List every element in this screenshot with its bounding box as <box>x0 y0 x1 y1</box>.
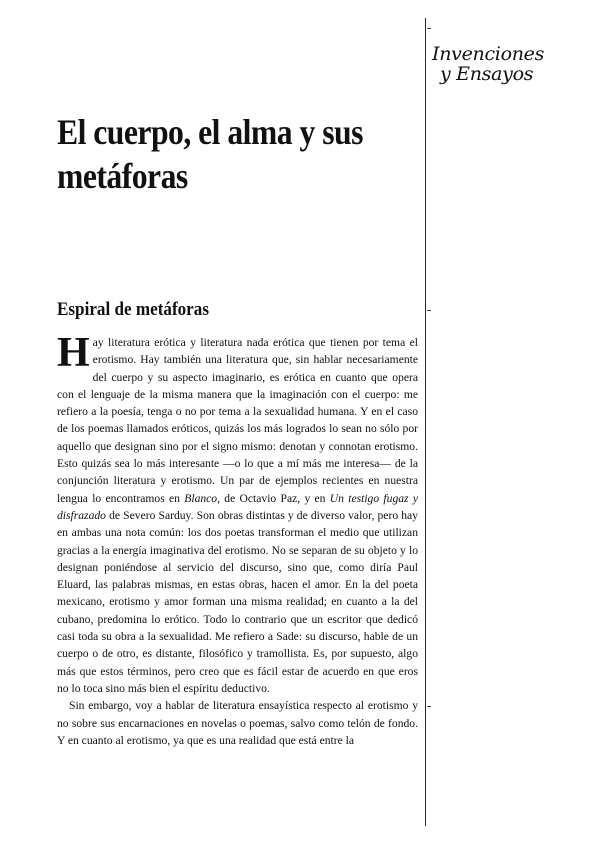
paragraph-1 <box>57 330 418 697</box>
paragraph-1-text: ay literatura erótica y literatura nada erótica que tienen por tema el erotismo. Hay también una literatura que, sin hablar necesariamente del cuerpo y su aspecto imaginario, es erótica en cuanto que opera con el lenguaje de la misma manera que la imaginación con el cuerpo: me refiero a la poesía, tenga o no por tema a la sexualidad humana. Y en el caso de los poemas llamados eróticos, quizás los más logrados lo sean no sólo por aquello que designan sino por el signo mismo: denotan y connotan erotismo. Esto quizás sea lo más interesante —o lo que a mí más me interesa— de la conjunción literatura y erotismo. Un par de ejemplos recientes en nuestra lengua lo encontramos en <box>57 336 418 505</box>
section-logo <box>432 44 562 84</box>
margin-tick <box>427 706 431 707</box>
book-title-blanco: Blanco <box>184 491 218 505</box>
section-logo-line1: Invenciones <box>432 43 545 65</box>
margin-tick <box>427 310 431 311</box>
drop-cap: H <box>57 330 90 376</box>
section-heading: Espiral de metáforas <box>57 299 209 320</box>
section-logo-line2: y Ensayos <box>440 63 534 85</box>
article-body <box>57 330 418 749</box>
margin-tick <box>427 28 431 29</box>
margin-rule <box>425 18 426 826</box>
paragraph-2: Sin embargo, voy a hablar de literatura ensayística respecto al erotismo y no sobre sus encarnaciones en novelas o poemas, salvo como telón de fondo. Y en cuanto al erotismo, ya que es una realidad que está entre la <box>57 699 418 747</box>
book-title-testigo: Un testigo fugaz y disfrazado <box>57 491 418 522</box>
paragraph-1-text: , de Octavio Paz, y en <box>217 491 330 505</box>
paragraph-1-text: de Severo Sarduy. Son obras distintas y de diverso valor, pero hay en ambas una nota común: los dos poetas transforman el medio que utilizan gracias a la energía imaginativa del erotismo. No se separan de su objeto y lo designan poniéndose al servicio del discurso, sino que, como diría Paul Eluard, las palabras mismas, en estas obras, hacen el amor. En la del poeta mexicano, erotismo y amor forman una misma realidad; en cuanto a la del cubano, predomina lo erótico. Todo lo contrario que un escritor que dedicó casi toda su obra a la sexualidad. Me refiero a Sade: su discurso, hable de un cuerpo o de otro, es distante, filosófico y tramollista. Es, por supuesto, algo más que estos términos, pero creo que es fácil estar de acuerdo en que eros no lo toca sino más bien el espíritu deductivo. <box>57 508 418 695</box>
article-title: El cuerpo, el alma y sus metáforas <box>57 112 363 196</box>
